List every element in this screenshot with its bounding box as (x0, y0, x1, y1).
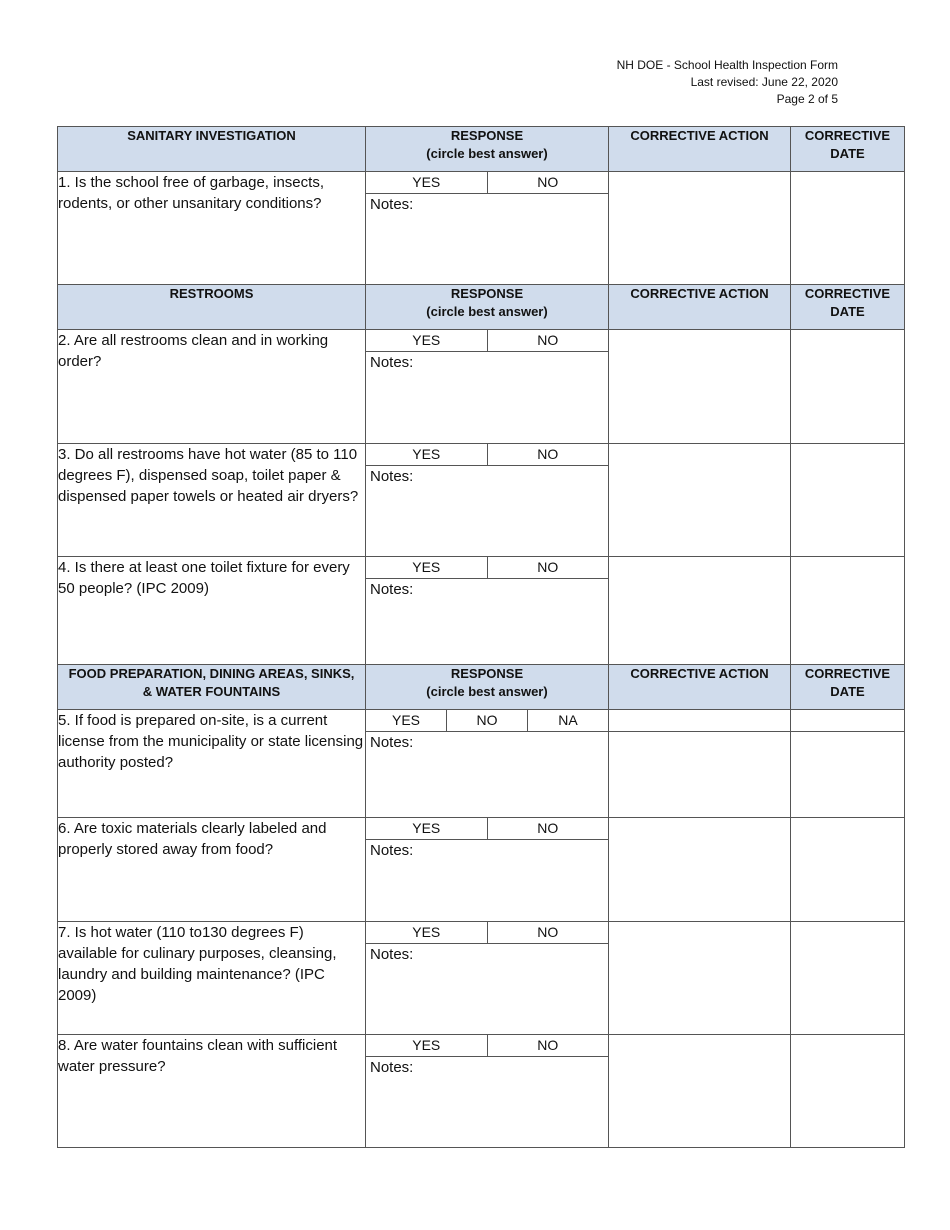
question-row (58, 1035, 905, 1148)
question-text: 3. Do all restrooms have hot water (85 to 110 degrees F), dispensed soap, toilet paper & dispensed paper towels or heated air dryers? (58, 444, 366, 557)
yes-option[interactable]: YES (412, 332, 441, 348)
question-row (58, 710, 905, 818)
corrective-date-header: CORRECTIVE DATE (791, 127, 905, 172)
question-text: 5. If food is prepared on-site, is a current license from the municipality or state licensing authority posted? (58, 710, 366, 818)
corrective-action-cell[interactable] (609, 172, 791, 285)
yes-option[interactable]: YES (412, 1037, 441, 1053)
response-cell (366, 818, 609, 922)
section-header-sanitary (58, 127, 905, 172)
corrective-date-header: CORRECTIVE DATE (791, 285, 905, 330)
response-cell (366, 444, 609, 557)
question-text: 8. Are water fountains clean with sufficient water pressure? (58, 1035, 366, 1148)
corrective-action-cell[interactable] (609, 818, 791, 922)
response-header: RESPONSE (circle best answer) (366, 665, 609, 710)
no-option[interactable]: NO (487, 1035, 609, 1056)
response-header: RESPONSE (circle best answer) (366, 127, 609, 172)
corrective-action-header: CORRECTIVE ACTION (609, 665, 791, 710)
question-row (58, 172, 905, 285)
no-option[interactable]: NO (487, 818, 609, 839)
question-row (58, 922, 905, 1035)
corrective-date-cell[interactable] (791, 172, 905, 285)
corrective-date-cell[interactable] (791, 710, 905, 818)
corrective-action-cell[interactable] (609, 922, 791, 1035)
page-header (617, 57, 838, 108)
question-text: 1. Is the school free of garbage, insects, rodents, or other unsanitary conditions? (58, 172, 366, 285)
yes-option[interactable]: YES (412, 559, 441, 575)
section-title: FOOD PREPARATION, DINING AREAS, SINKS, & WATER FOUNTAINS (58, 665, 366, 710)
corrective-date-cell[interactable] (791, 818, 905, 922)
response-cell (366, 172, 609, 285)
corrective-action-cell[interactable] (609, 1035, 791, 1148)
question-row (58, 818, 905, 922)
notes-field[interactable]: Notes: (370, 946, 414, 963)
response-cell (366, 710, 609, 818)
form-title: NH DOE - School Health Inspection Form (616, 58, 838, 72)
question-text: 7. Is hot water (110 to130 degrees F) available for culinary purposes, cleansing, laundry and building maintenance? (IPC 2009) (58, 922, 366, 1035)
corrective-action-header: CORRECTIVE ACTION (609, 127, 791, 172)
notes-field[interactable]: Notes: (370, 196, 414, 213)
yes-option[interactable]: YES (412, 924, 441, 940)
corrective-date-cell[interactable] (791, 1035, 905, 1148)
no-option[interactable]: NO (446, 710, 527, 731)
question-text: 2. Are all restrooms clean and in working order? (58, 330, 366, 444)
response-cell (366, 330, 609, 444)
corrective-date-header: CORRECTIVE DATE (791, 665, 905, 710)
notes-field[interactable]: Notes: (370, 1059, 414, 1076)
corrective-action-cell[interactable] (609, 557, 791, 665)
no-option[interactable]: NO (487, 557, 609, 578)
revision-date: Last revised: June 22, 2020 (690, 75, 838, 89)
yes-option[interactable]: YES (412, 446, 441, 462)
section-title: SANITARY INVESTIGATION (58, 127, 366, 172)
na-option[interactable]: NA (527, 710, 608, 731)
corrective-action-cell[interactable] (609, 444, 791, 557)
notes-field[interactable]: Notes: (370, 842, 414, 859)
corrective-action-cell[interactable] (609, 710, 791, 818)
response-cell (366, 922, 609, 1035)
question-text: 4. Is there at least one toilet fixture for every 50 people? (IPC 2009) (58, 557, 366, 665)
notes-field[interactable]: Notes: (370, 354, 414, 371)
yes-option[interactable]: YES (412, 820, 441, 836)
response-cell (366, 557, 609, 665)
section-header-food (58, 665, 905, 710)
no-option[interactable]: NO (487, 444, 609, 465)
response-header: RESPONSE (circle best answer) (366, 285, 609, 330)
no-option[interactable]: NO (487, 330, 609, 351)
page-number: Page 2 of 5 (776, 92, 838, 106)
corrective-date-cell[interactable] (791, 557, 905, 665)
corrective-date-cell[interactable] (791, 444, 905, 557)
notes-field[interactable]: Notes: (370, 468, 414, 485)
corrective-date-cell[interactable] (791, 922, 905, 1035)
question-text: 6. Are toxic materials clearly labeled and properly stored away from food? (58, 818, 366, 922)
section-header-restrooms (58, 285, 905, 330)
question-row (58, 557, 905, 665)
yes-option[interactable]: YES (412, 174, 441, 190)
yes-option[interactable]: YES (391, 712, 420, 728)
question-row (58, 330, 905, 444)
no-option[interactable]: NO (487, 922, 609, 943)
section-title: RESTROOMS (58, 285, 366, 330)
no-option[interactable]: NO (487, 172, 609, 193)
response-cell (366, 1035, 609, 1148)
corrective-date-cell[interactable] (791, 330, 905, 444)
question-row (58, 444, 905, 557)
corrective-action-cell[interactable] (609, 330, 791, 444)
corrective-action-header: CORRECTIVE ACTION (609, 285, 791, 330)
inspection-table (57, 126, 905, 1148)
notes-field[interactable]: Notes: (370, 734, 414, 751)
notes-field[interactable]: Notes: (370, 581, 414, 598)
